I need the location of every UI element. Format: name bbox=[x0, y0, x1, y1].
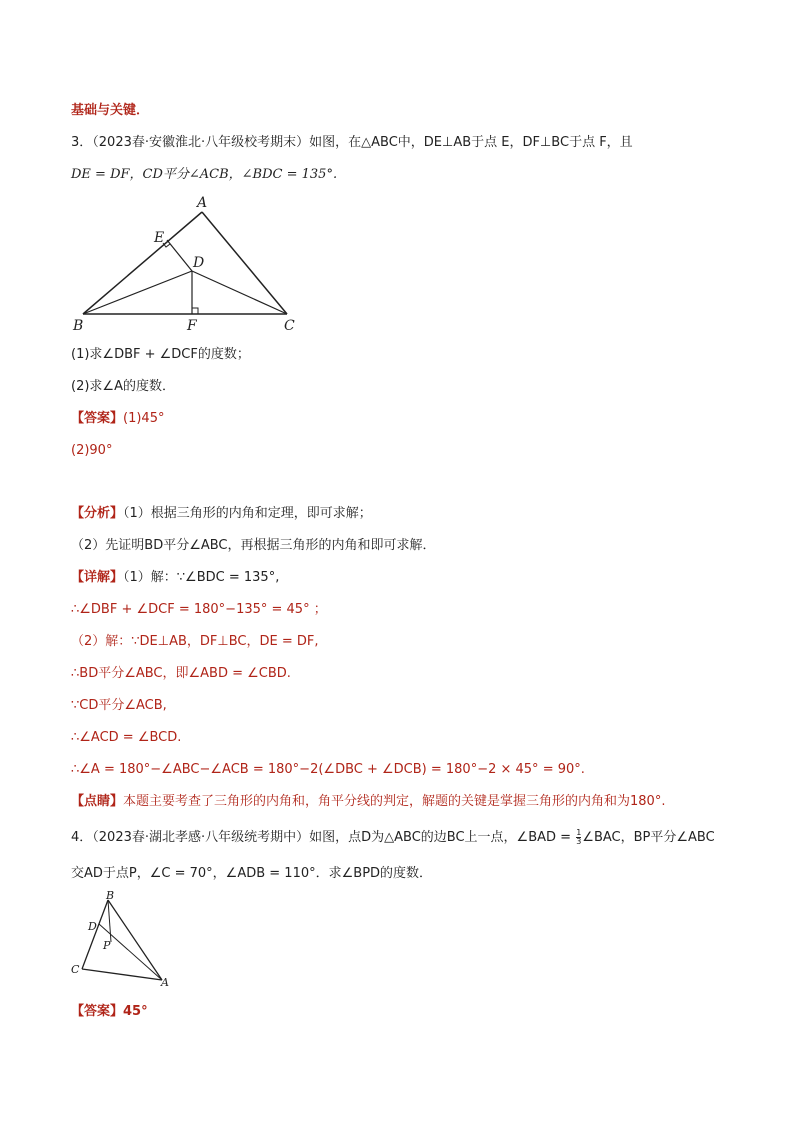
q4-fraction-denominator: 3 bbox=[576, 837, 582, 846]
q3-detail-7: ∴∠A = 180°−∠ABC−∠ACB = 180°−2(∠DBC + ∠DCB) = 180°−2 × 45° = 90°. bbox=[71, 762, 585, 777]
q3-stem-line2: DE = DF，CD平分∠ACB，∠BDC = 135°. bbox=[71, 167, 338, 182]
q3-detail-1: （1）解：∵∠BDC = 135°, bbox=[123, 570, 280, 585]
q3-detail-2: ∴∠DBF + ∠DCF = 180°−135° = 45° ； bbox=[71, 602, 327, 617]
q4-triangle-figure bbox=[66, 888, 181, 993]
q3-comment: 本题主要考查了三角形的内角和，角平分线的判定，解题的关键是掌握三角形的内角和为180°. bbox=[123, 794, 666, 809]
q3-comment-line bbox=[71, 793, 665, 811]
q4-fraction-numerator: 1 bbox=[576, 828, 582, 837]
q3-sub-question-1: (1)求∠DBF + ∠DCF的度数； bbox=[71, 347, 250, 362]
q3-analysis-line1 bbox=[71, 505, 372, 523]
q4-label-D: D bbox=[88, 920, 97, 933]
q4-label-P: P bbox=[103, 939, 111, 952]
q3-answer-2: (2)90° bbox=[71, 443, 113, 458]
q4-answer-line bbox=[71, 1003, 148, 1021]
q3-sub-question-2: (2)求∠A的度数． bbox=[71, 379, 175, 394]
section-label: 基础与关键． bbox=[71, 103, 150, 118]
q3-detail-5: ∵CD平分∠ACB, bbox=[71, 698, 167, 713]
q4-stem-part-b: ∠BAC，BP平分∠ABC bbox=[582, 830, 715, 845]
q3-comment-tag: 【点睛】 bbox=[71, 794, 124, 809]
q4-label-C: C bbox=[71, 963, 80, 976]
q3-analysis-2: （2）先证明BD平分∠ABC，再根据三角形的内角和即可求解． bbox=[71, 538, 436, 553]
q4-label-B: B bbox=[106, 889, 115, 902]
q4-stem-line2: 交AD于点P，∠C = 70°，∠ADB = 110°．求∠BPD的度数． bbox=[71, 866, 433, 881]
q3-label-E: E bbox=[154, 230, 165, 246]
q4-stem-part-a: 4．（2023春·湖北孝感·八年级统考期中）如图，点D为△ABC的边BC上一点，∠BAD = bbox=[71, 830, 576, 845]
q3-label-C: C bbox=[284, 318, 295, 334]
q3-answer-line1 bbox=[71, 410, 164, 428]
q3-label-A: A bbox=[197, 195, 208, 211]
q3-label-B: B bbox=[73, 318, 84, 334]
q3-detail-4: ∴BD平分∠ABC，即∠ABD = ∠CBD. bbox=[71, 666, 291, 681]
q3-label-D: D bbox=[193, 255, 205, 271]
q4-label-A: A bbox=[161, 976, 169, 989]
q3-detail-line1 bbox=[71, 569, 279, 587]
q4-answer: 45° bbox=[123, 1004, 148, 1019]
q3-triangle-figure bbox=[70, 192, 310, 337]
q3-detail-tag: 【详解】 bbox=[71, 570, 124, 585]
q3-label-F: F bbox=[187, 318, 197, 334]
q4-stem-line1 bbox=[71, 829, 715, 847]
q3-stem-line1: 3．（2023春·安徽淮北·八年级校考期末）如图，在△ABC中，DE⊥AB于点 E，DF⊥BC于点 F，且 bbox=[71, 135, 633, 150]
q4-fraction bbox=[576, 829, 581, 846]
q3-detail-3: （2）解：∵DE⊥AB，DF⊥BC，DE = DF, bbox=[71, 634, 319, 649]
q3-answer-tag: 【答案】 bbox=[71, 411, 124, 426]
q3-answer-1: (1)45° bbox=[123, 411, 165, 426]
q3-detail-6: ∴∠ACD = ∠BCD. bbox=[71, 730, 182, 745]
q3-analysis-tag: 【分析】 bbox=[71, 506, 124, 521]
q4-answer-tag: 【答案】 bbox=[71, 1004, 124, 1019]
q3-analysis-1: （1）根据三角形的内角和定理，即可求解； bbox=[123, 506, 372, 521]
